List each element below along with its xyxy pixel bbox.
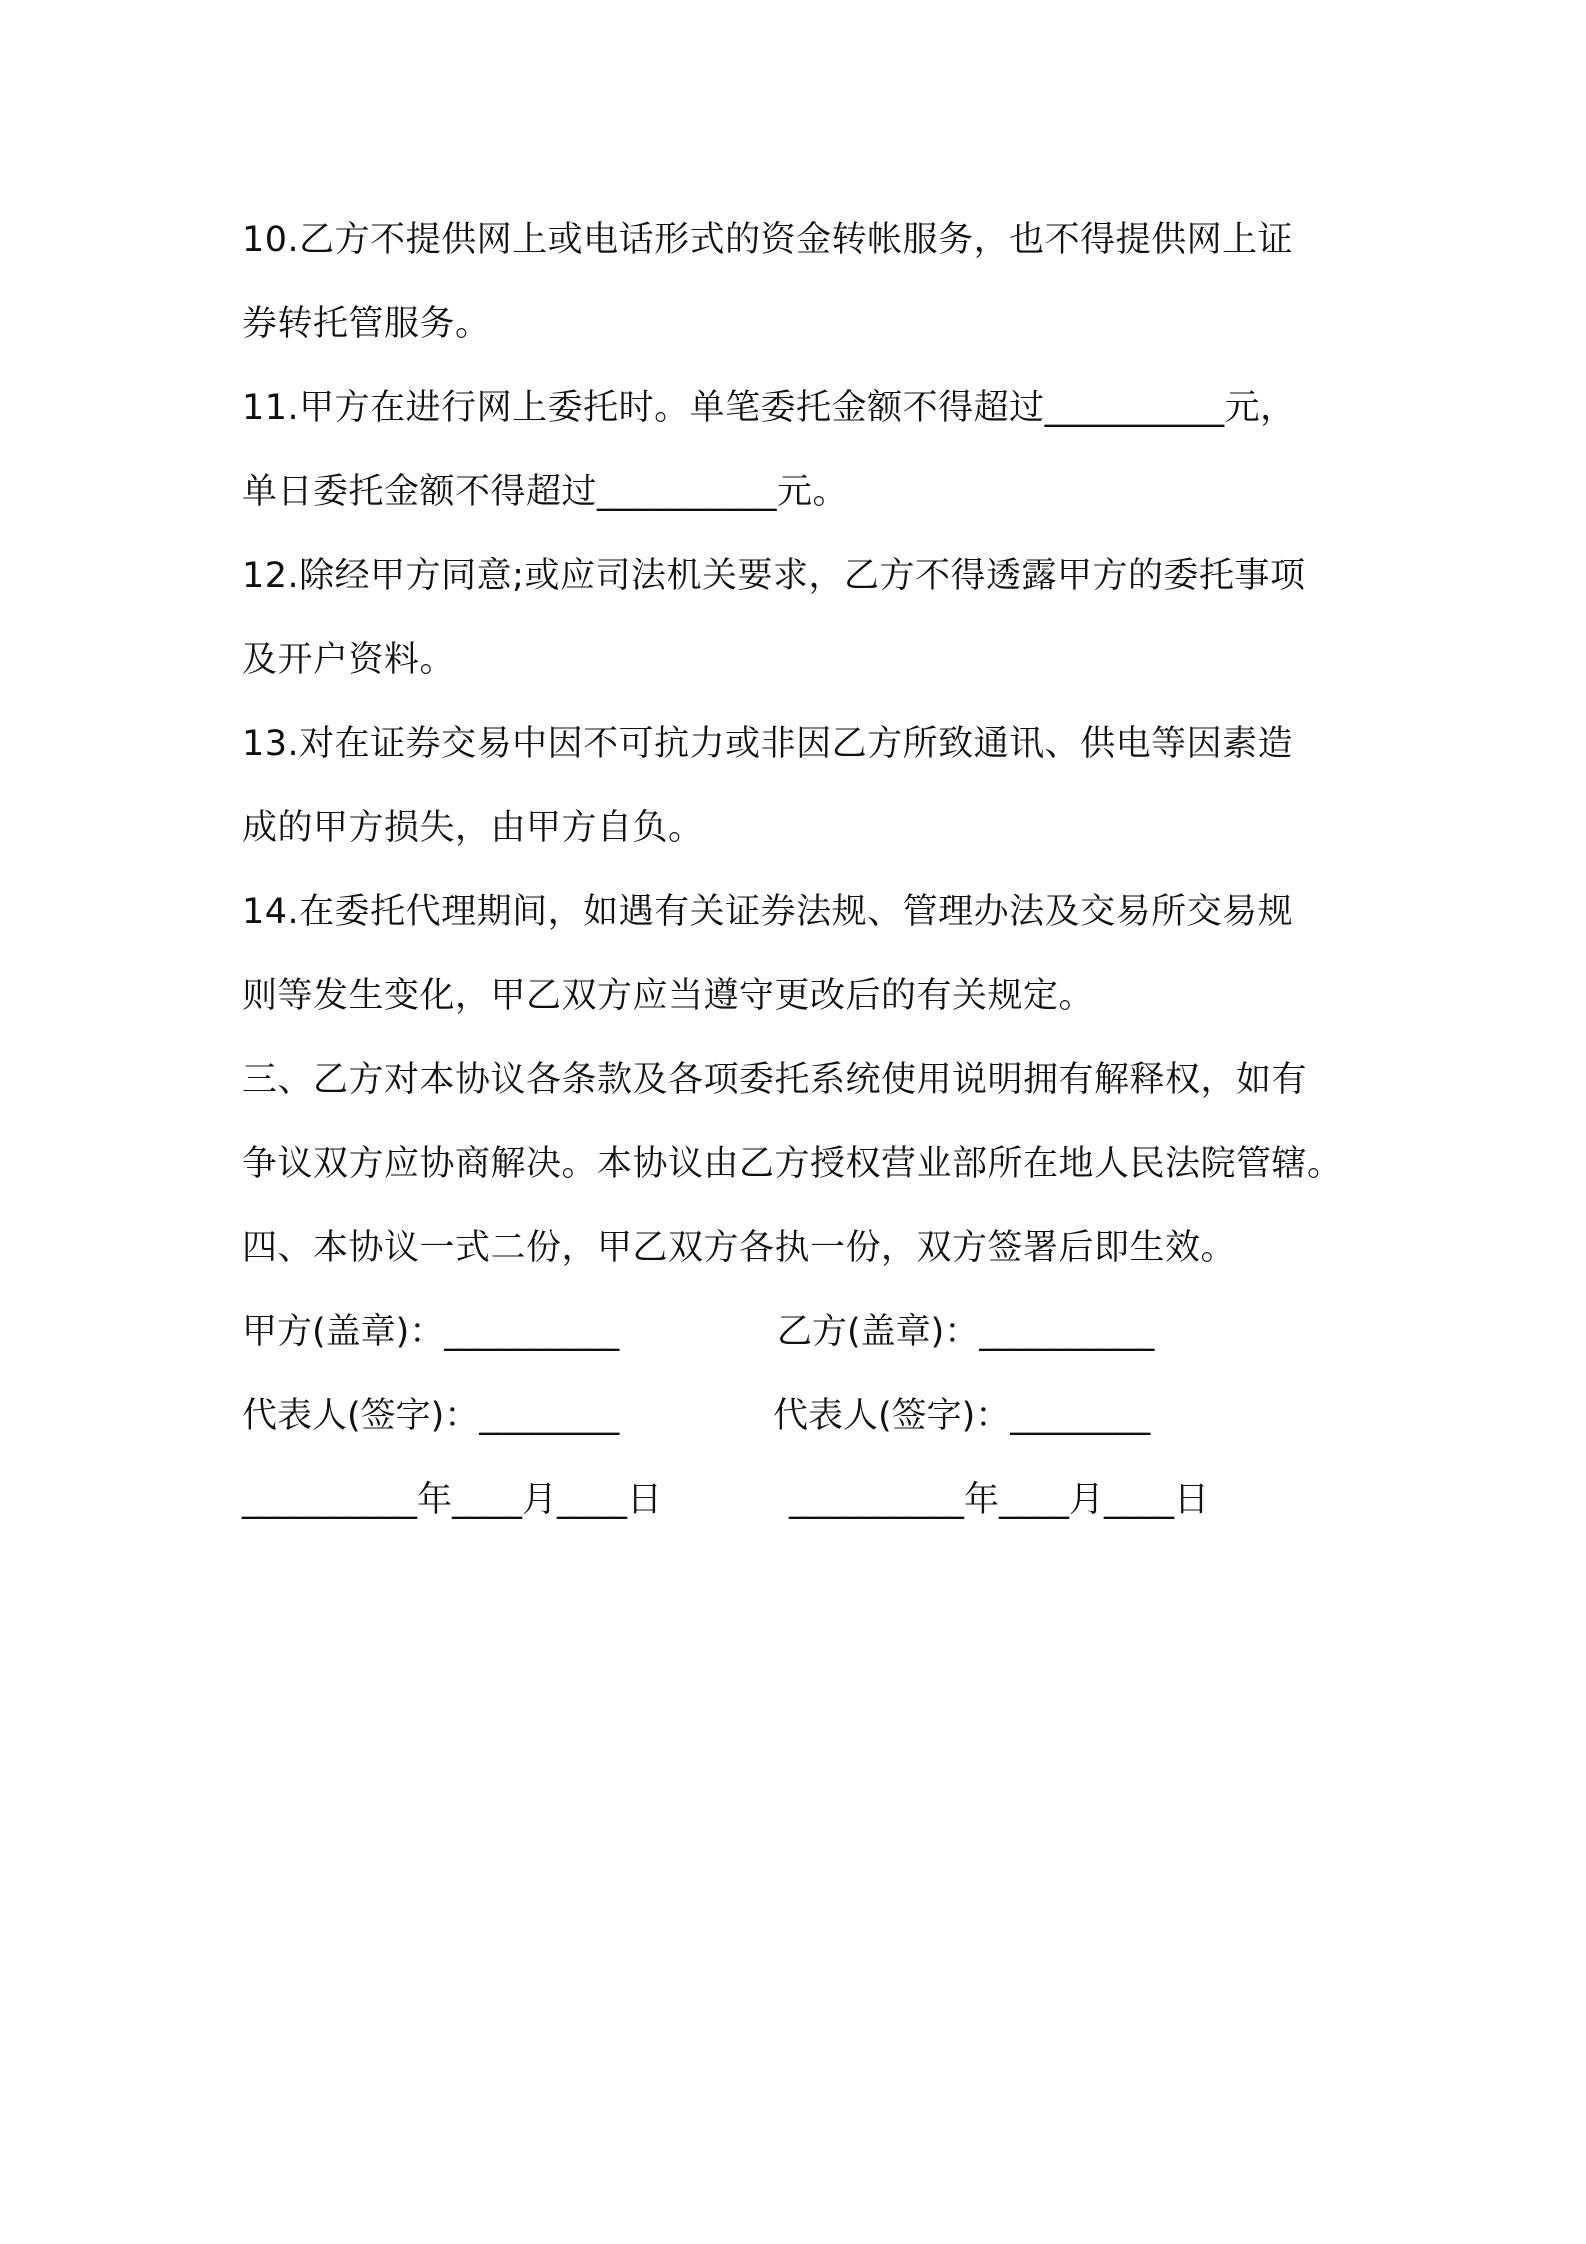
clause-12 xyxy=(242,534,1372,702)
party-b-representative-field: 代表人(签字)：________ xyxy=(773,1396,1151,1436)
date-row xyxy=(242,1458,1372,1542)
clause-13 xyxy=(242,702,1372,870)
section-text-line: 四、本协议一式二份，甲乙双方各执一份，双方签署后即生效。 xyxy=(242,1228,1237,1268)
party-b-seal-field: 乙方(盖章)：__________ xyxy=(777,1312,1155,1352)
clause-11 xyxy=(242,366,1372,534)
party-b-date-field: __________年____月____日 xyxy=(789,1480,1210,1520)
agreement-body xyxy=(242,198,1372,1542)
clause-text-line: 12.除经甲方同意;或应司法机关要求，乙方不得透露甲方的委托事项 xyxy=(242,556,1306,596)
clause-text-line: 单日委托金额不得超过__________元。 xyxy=(242,472,849,512)
section-4 xyxy=(242,1206,1372,1290)
clause-text-line: 14.在委托代理期间，如遇有关证券法规、管理办法及交易所交易规 xyxy=(242,892,1294,932)
clause-text-line: 10.乙方不提供网上或电话形式的资金转帐服务，也不得提供网上证 xyxy=(242,220,1294,260)
section-3 xyxy=(242,1038,1372,1206)
clause-text-line: 13.对在证券交易中因不可抗力或非因乙方所致通讯、供电等因素造 xyxy=(242,724,1294,764)
party-a-date-field: __________年____月____日 xyxy=(242,1480,663,1520)
party-a-seal-field: 甲方(盖章)：__________ xyxy=(242,1312,620,1352)
section-text-line: 三、乙方对本协议各条款及各项委托系统使用说明拥有解释权，如有 xyxy=(242,1060,1308,1100)
clause-text-line: 11.甲方在进行网上委托时。单笔委托金额不得超过__________元， xyxy=(242,388,1296,428)
representative-row xyxy=(242,1374,1372,1458)
section-text-line: 争议双方应协商解决。本协议由乙方授权营业部所在地人民法院管辖。 xyxy=(242,1144,1343,1184)
clause-10 xyxy=(242,198,1372,366)
clause-14 xyxy=(242,870,1372,1038)
signature-block xyxy=(242,1290,1372,1542)
party-a-representative-field: 代表人(签字)：________ xyxy=(242,1396,620,1436)
clause-text-line: 及开户资料。 xyxy=(242,640,456,680)
clause-text-line: 则等发生变化，甲乙双方应当遵守更改后的有关规定。 xyxy=(242,976,1095,1016)
clause-text-line: 成的甲方损失，由甲方自负。 xyxy=(242,808,704,848)
seal-row xyxy=(242,1290,1372,1374)
clause-text-line: 券转托管服务。 xyxy=(242,304,491,344)
